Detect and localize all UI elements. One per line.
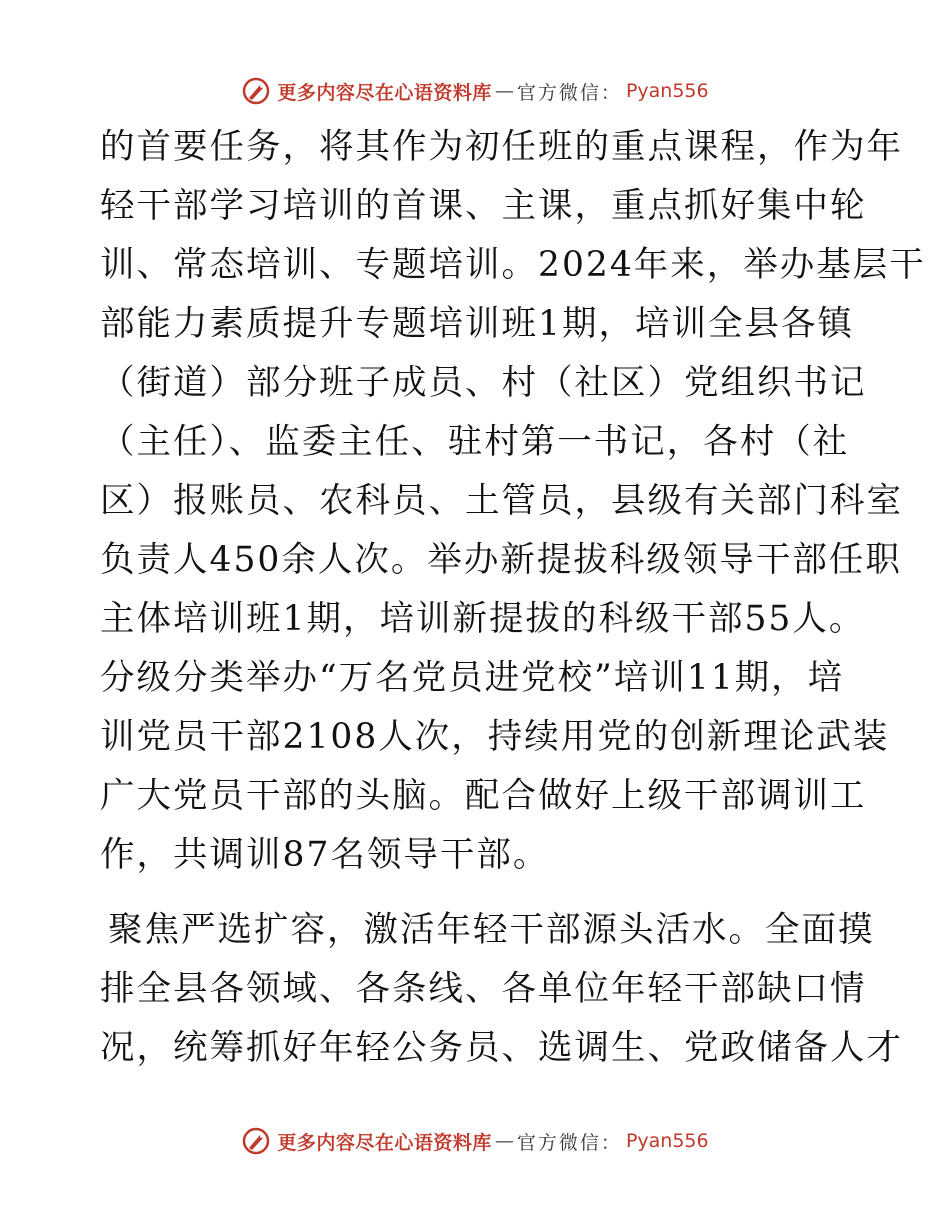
watermark-wechat-id: Pyan556 bbox=[625, 80, 709, 102]
text-line: 主体培训班1期，培训新提拔的科级干部55人。 bbox=[100, 599, 866, 639]
text-line: （街道）部分班子成员、村（社区）党组织书记 bbox=[100, 363, 867, 403]
text-line: 部能力素质提升专题培训班1期，培训全县各镇 bbox=[100, 304, 854, 344]
text-line: （主任）、监委主任、驻村第一书记，各村（社 bbox=[100, 422, 850, 462]
watermark-dash: — bbox=[494, 1130, 514, 1152]
text-line: 训、常态培训、专题培训。2024年来，举办基层干 bbox=[100, 245, 926, 285]
text-line: 况，统筹抓好年轻公务员、选调生、党政储备人才 bbox=[100, 1028, 903, 1068]
watermark-official-label: 官方微信： bbox=[516, 81, 622, 104]
text-line: 区）报账员、农科员、土管员，县级有关部门科室 bbox=[100, 481, 903, 521]
text-line: 分级分类举办“万名党员进党校”培训11期，培 bbox=[100, 658, 845, 698]
watermark-wechat-id: Pyan556 bbox=[625, 1130, 709, 1152]
pen-nib-logo-icon bbox=[241, 1126, 271, 1156]
paragraph-1 bbox=[100, 118, 926, 885]
pen-nib-logo-icon bbox=[241, 76, 271, 106]
footer-watermark bbox=[0, 1126, 950, 1156]
text-line: 聚焦严选扩容，激活年轻干部源头活水。全面摸 bbox=[108, 910, 875, 950]
text-line: 排全县各领域、各条线、各单位年轻干部缺口情 bbox=[100, 969, 867, 1009]
text-line: 轻干部学习培训的首课、主课，重点抓好集中轮 bbox=[100, 186, 867, 226]
watermark-official-label: 官方微信： bbox=[516, 1131, 622, 1154]
text-line: 负责人450余人次。举办新提拔科级领导干部任职 bbox=[100, 540, 902, 580]
watermark-brand-text: 更多内容尽在心语资料库 bbox=[277, 1131, 492, 1154]
header-watermark bbox=[0, 76, 950, 106]
watermark-dash: — bbox=[494, 80, 514, 102]
text-line: 训党员干部2108人次，持续用党的创新理论武装 bbox=[100, 717, 890, 757]
document-body bbox=[100, 118, 926, 1078]
text-line: 作，共调训87名领导干部。 bbox=[100, 835, 550, 875]
text-line: 广大党员干部的头脑。配合做好上级干部调训工 bbox=[100, 776, 867, 816]
paragraph-2 bbox=[100, 901, 903, 1078]
watermark-brand-text: 更多内容尽在心语资料库 bbox=[277, 81, 492, 104]
text-line: 的首要任务，将其作为初任班的重点课程，作为年 bbox=[100, 127, 903, 167]
